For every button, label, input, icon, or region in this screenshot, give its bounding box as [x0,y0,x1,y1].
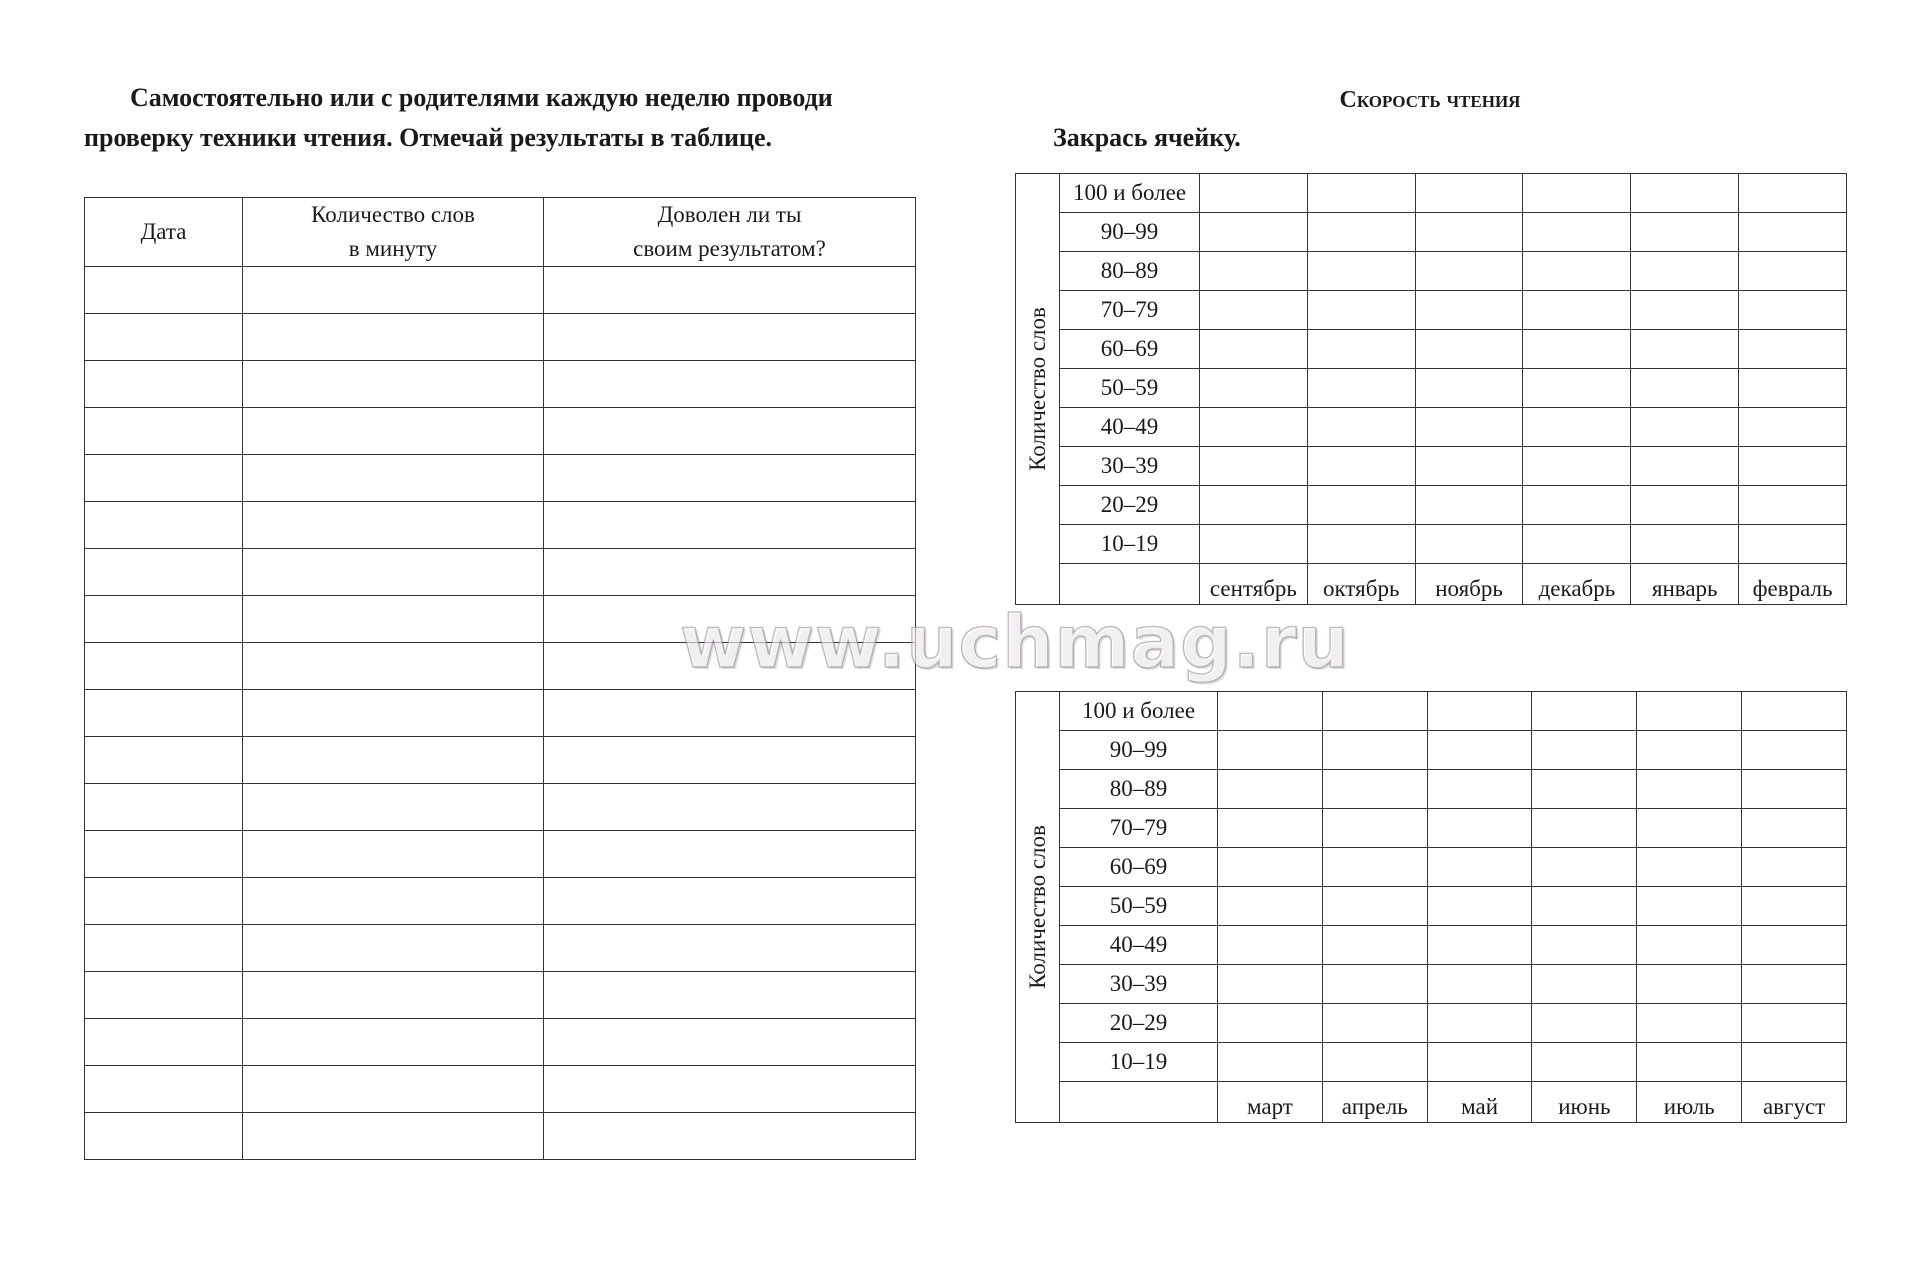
month-label: ноябрь [1415,564,1523,605]
speed-cell[interactable] [1415,486,1523,525]
month-row-blank-cell [1060,1082,1218,1123]
log-date-cell[interactable] [85,549,243,596]
speed-cell[interactable] [1218,809,1323,848]
speed-cell[interactable] [1218,692,1323,731]
log-satisfaction-cell[interactable] [544,784,916,831]
reading-log-body [85,267,916,1160]
log-words-cell[interactable] [243,925,544,972]
speed-cell[interactable] [1427,926,1532,965]
speed-cell[interactable] [1742,1004,1847,1043]
speed-cell[interactable] [1523,369,1631,408]
speed-grid-row [1016,486,1847,525]
speed-cell[interactable] [1307,252,1415,291]
speed-cell[interactable] [1523,486,1631,525]
range-label: 100 и более [1060,692,1218,731]
speed-cell[interactable] [1218,965,1323,1004]
speed-grid-row [1016,330,1847,369]
speed-cell[interactable] [1532,1004,1637,1043]
range-label: 20–29 [1060,1004,1218,1043]
speed-cell[interactable] [1637,887,1742,926]
speed-cell[interactable] [1415,252,1523,291]
speed-cell[interactable] [1631,291,1739,330]
log-satisfaction-cell[interactable] [544,314,916,361]
speed-grid-row [1016,213,1847,252]
word-count-axis [1016,692,1060,1123]
log-row [85,643,916,690]
log-words-cell[interactable] [243,831,544,878]
speed-cell[interactable] [1637,809,1742,848]
speed-cell[interactable] [1200,408,1308,447]
speed-cell[interactable] [1742,926,1847,965]
speed-cell[interactable] [1523,447,1631,486]
words-per-minute-column-header: Количество слов в минуту [243,198,544,267]
range-label: 80–89 [1060,252,1200,291]
word-count-axis-label: Количество слов [1024,825,1050,989]
speed-grid-row [1016,447,1847,486]
speed-cell[interactable] [1637,692,1742,731]
speed-cell[interactable] [1427,848,1532,887]
speed-cell[interactable] [1637,1004,1742,1043]
log-row [85,408,916,455]
reading-speed-title: Скорость чтения [1339,87,1521,113]
speed-cell[interactable] [1523,213,1631,252]
log-satisfaction-cell[interactable] [544,972,916,1019]
range-label: 90–99 [1060,731,1218,770]
speed-cell[interactable] [1307,369,1415,408]
range-label: 50–59 [1060,887,1218,926]
month-label: февраль [1739,564,1847,605]
month-label: сентябрь [1200,564,1308,605]
log-date-cell[interactable] [85,1019,243,1066]
range-label: 80–89 [1060,770,1218,809]
speed-cell[interactable] [1631,369,1739,408]
log-words-cell[interactable] [243,361,544,408]
speed-cell[interactable] [1307,486,1415,525]
instructions-line-2: проверку техники чтения. Отмечай результаты в таблице. [84,123,773,152]
instructions-line-1: Самостоятельно или с родителями каждую неделю проводи [130,83,833,112]
log-words-cell[interactable] [243,1113,544,1160]
reading-speed-grid-spring-summer [1015,691,1847,1123]
log-row [85,502,916,549]
speed-grid-row [1016,965,1847,1004]
speed-cell[interactable] [1523,525,1631,564]
log-row [85,1113,916,1160]
speed-cell[interactable] [1532,1043,1637,1082]
log-row [85,972,916,1019]
month-label: март [1218,1082,1323,1123]
speed-cell[interactable] [1742,887,1847,926]
log-row [85,267,916,314]
speed-cell[interactable] [1200,252,1308,291]
log-row [85,596,916,643]
speed-cell[interactable] [1742,965,1847,1004]
speed-cell[interactable] [1631,525,1739,564]
speed-cell[interactable] [1637,770,1742,809]
log-date-cell[interactable] [85,878,243,925]
month-row [1016,564,1847,605]
range-label: 70–79 [1060,809,1218,848]
speed-cell[interactable] [1739,486,1847,525]
speed-cell[interactable] [1742,809,1847,848]
log-satisfaction-cell[interactable] [544,502,916,549]
speed-cell[interactable] [1532,965,1637,1004]
month-label: декабрь [1523,564,1631,605]
speed-cell[interactable] [1532,692,1637,731]
log-date-cell[interactable] [85,643,243,690]
speed-cell[interactable] [1739,525,1847,564]
speed-cell[interactable] [1415,174,1523,213]
log-satisfaction-cell[interactable] [544,267,916,314]
reading-speed-grid-autumn-winter [1015,173,1847,605]
speed-cell[interactable] [1415,330,1523,369]
speed-cell[interactable] [1322,965,1427,1004]
speed-cell[interactable] [1739,291,1847,330]
speed-cell[interactable] [1218,848,1323,887]
log-satisfaction-cell[interactable] [544,361,916,408]
log-words-cell[interactable] [243,690,544,737]
log-date-cell[interactable] [85,502,243,549]
log-date-cell[interactable] [85,267,243,314]
speed-cell[interactable] [1218,887,1323,926]
month-label: май [1427,1082,1532,1123]
log-satisfaction-cell[interactable] [544,1019,916,1066]
log-satisfaction-cell[interactable] [544,831,916,878]
speed-cell[interactable] [1427,887,1532,926]
log-words-cell[interactable] [243,267,544,314]
log-satisfaction-cell[interactable] [544,737,916,784]
range-label: 60–69 [1060,848,1218,887]
log-words-cell[interactable] [243,408,544,455]
date-column-header: Дата [85,198,243,267]
speed-grid-row [1016,692,1847,731]
speed-cell[interactable] [1218,731,1323,770]
month-label: октябрь [1307,564,1415,605]
speed-cell[interactable] [1742,770,1847,809]
log-date-cell[interactable] [85,1066,243,1113]
log-satisfaction-cell[interactable] [544,596,916,643]
speed-grid-row [1016,525,1847,564]
range-label: 10–19 [1060,525,1200,564]
speed-cell[interactable] [1218,770,1323,809]
log-words-cell[interactable] [243,502,544,549]
speed-cell[interactable] [1322,692,1427,731]
log-date-cell[interactable] [85,831,243,878]
reading-log-header-row [85,198,916,267]
speed-cell[interactable] [1742,692,1847,731]
log-date-cell[interactable] [85,925,243,972]
speed-cell[interactable] [1523,408,1631,447]
month-label: апрель [1322,1082,1427,1123]
speed-cell[interactable] [1631,174,1739,213]
speed-cell[interactable] [1739,447,1847,486]
satisfaction-column-header: Доволен ли ты своим результатом? [544,198,916,267]
speed-cell[interactable] [1200,486,1308,525]
speed-cell[interactable] [1307,291,1415,330]
range-label: 50–59 [1060,369,1200,408]
speed-cell[interactable] [1322,848,1427,887]
speed-cell[interactable] [1322,770,1427,809]
speed-cell[interactable] [1631,408,1739,447]
speed-cell[interactable] [1427,809,1532,848]
speed-cell[interactable] [1307,213,1415,252]
log-date-cell[interactable] [85,690,243,737]
speed-cell[interactable] [1200,291,1308,330]
speed-cell[interactable] [1427,1004,1532,1043]
speed-cell[interactable] [1427,731,1532,770]
watermark: www.uchmag.ru [680,600,1350,684]
speed-grid-row [1016,291,1847,330]
log-satisfaction-cell[interactable] [544,455,916,502]
speed-cell[interactable] [1739,252,1847,291]
log-satisfaction-cell[interactable] [544,878,916,925]
range-label: 20–29 [1060,486,1200,525]
speed-cell[interactable] [1532,887,1637,926]
speed-cell[interactable] [1218,1043,1323,1082]
month-label: август [1742,1082,1847,1123]
speed-cell[interactable] [1427,770,1532,809]
log-words-cell[interactable] [243,737,544,784]
speed-cell[interactable] [1427,692,1532,731]
speed-cell[interactable] [1739,174,1847,213]
range-label: 70–79 [1060,291,1200,330]
speed-cell[interactable] [1631,252,1739,291]
speed-cell[interactable] [1415,525,1523,564]
speed-cell[interactable] [1637,731,1742,770]
log-satisfaction-cell[interactable] [544,1066,916,1113]
speed-cell[interactable] [1637,926,1742,965]
speed-cell[interactable] [1322,1004,1427,1043]
log-row [85,878,916,925]
speed-cell[interactable] [1218,926,1323,965]
instructions-text [84,78,924,158]
log-date-cell[interactable] [85,408,243,455]
speed-cell[interactable] [1532,731,1637,770]
speed-cell[interactable] [1523,174,1631,213]
log-row [85,690,916,737]
speed-cell[interactable] [1532,809,1637,848]
speed-grid-row [1016,252,1847,291]
speed-grid-row [1016,926,1847,965]
speed-cell[interactable] [1742,848,1847,887]
speed-cell[interactable] [1532,848,1637,887]
speed-cell[interactable] [1415,408,1523,447]
month-label: июнь [1532,1082,1637,1123]
log-date-cell[interactable] [85,737,243,784]
speed-cell[interactable] [1523,252,1631,291]
log-words-cell[interactable] [243,643,544,690]
log-row [85,361,916,408]
speed-grid-row [1016,809,1847,848]
speed-cell[interactable] [1200,525,1308,564]
speed-cell[interactable] [1427,1043,1532,1082]
speed-cell[interactable] [1415,447,1523,486]
log-words-cell[interactable] [243,549,544,596]
log-row [85,784,916,831]
log-words-cell[interactable] [243,455,544,502]
log-row [85,737,916,784]
log-words-cell[interactable] [243,596,544,643]
speed-cell[interactable] [1631,330,1739,369]
speed-cell[interactable] [1322,809,1427,848]
speed-cell[interactable] [1200,213,1308,252]
speed-cell[interactable] [1307,330,1415,369]
speed-cell[interactable] [1200,369,1308,408]
speed-cell[interactable] [1631,486,1739,525]
speed-cell[interactable] [1637,848,1742,887]
log-date-cell[interactable] [85,596,243,643]
log-date-cell[interactable] [85,455,243,502]
range-label: 40–49 [1060,408,1200,447]
speed-cell[interactable] [1742,1043,1847,1082]
range-label: 30–39 [1060,447,1200,486]
log-satisfaction-cell[interactable] [544,549,916,596]
log-satisfaction-cell[interactable] [544,690,916,737]
word-count-axis [1016,174,1060,605]
speed-cell[interactable] [1637,965,1742,1004]
range-label: 60–69 [1060,330,1200,369]
log-row [85,549,916,596]
log-row [85,831,916,878]
speed-cell[interactable] [1637,1043,1742,1082]
speed-cell[interactable] [1427,965,1532,1004]
log-date-cell[interactable] [85,361,243,408]
log-row [85,1019,916,1066]
speed-grid-row [1016,731,1847,770]
speed-cell[interactable] [1200,174,1308,213]
speed-cell[interactable] [1739,213,1847,252]
speed-cell[interactable] [1415,369,1523,408]
speed-cell[interactable] [1631,447,1739,486]
speed-cell[interactable] [1631,213,1739,252]
log-date-cell[interactable] [85,314,243,361]
log-row [85,455,916,502]
log-row [85,1066,916,1113]
speed-grid-row [1016,770,1847,809]
month-label: январь [1631,564,1739,605]
word-count-axis-label: Количество слов [1024,307,1050,471]
speed-cell[interactable] [1307,174,1415,213]
log-words-cell[interactable] [243,1019,544,1066]
log-date-cell[interactable] [85,784,243,831]
speed-cell[interactable] [1415,291,1523,330]
speed-cell[interactable] [1415,213,1523,252]
month-row [1016,1082,1847,1123]
speed-cell[interactable] [1523,291,1631,330]
log-words-cell[interactable] [243,972,544,1019]
speed-cell[interactable] [1739,330,1847,369]
month-row-blank-cell [1060,564,1200,605]
range-label: 10–19 [1060,1043,1218,1082]
log-satisfaction-cell[interactable] [544,643,916,690]
speed-grid-row [1016,887,1847,926]
reading-log-table [84,197,916,1160]
speed-grid-row [1016,848,1847,887]
month-label: июль [1637,1082,1742,1123]
speed-cell[interactable] [1532,926,1637,965]
range-label: 90–99 [1060,213,1200,252]
speed-cell[interactable] [1739,408,1847,447]
log-date-cell[interactable] [85,1113,243,1160]
speed-cell[interactable] [1307,525,1415,564]
speed-cell[interactable] [1532,770,1637,809]
range-label: 40–49 [1060,926,1218,965]
log-satisfaction-cell[interactable] [544,1113,916,1160]
log-row [85,314,916,361]
speed-cell[interactable] [1322,926,1427,965]
speed-cell[interactable] [1322,731,1427,770]
log-satisfaction-cell[interactable] [544,925,916,972]
speed-cell[interactable] [1322,1043,1427,1082]
speed-grid-row [1016,369,1847,408]
color-cell-instruction: Закрась ячейку. [1053,123,1241,152]
speed-grid-row [1016,408,1847,447]
speed-cell[interactable] [1322,887,1427,926]
speed-cell[interactable] [1200,330,1308,369]
log-words-cell[interactable] [243,314,544,361]
speed-cell[interactable] [1218,1004,1323,1043]
speed-cell[interactable] [1307,447,1415,486]
log-words-cell[interactable] [243,878,544,925]
log-words-cell[interactable] [243,1066,544,1113]
log-words-cell[interactable] [243,784,544,831]
speed-cell[interactable] [1307,408,1415,447]
range-label: 100 и более [1060,174,1200,213]
speed-cell[interactable] [1523,330,1631,369]
speed-grid-row [1016,1004,1847,1043]
speed-cell[interactable] [1200,447,1308,486]
log-date-cell[interactable] [85,972,243,1019]
log-satisfaction-cell[interactable] [544,408,916,455]
speed-cell[interactable] [1742,731,1847,770]
range-label: 30–39 [1060,965,1218,1004]
speed-grid-row [1016,1043,1847,1082]
log-row [85,925,916,972]
speed-cell[interactable] [1739,369,1847,408]
speed-grid-row [1016,174,1847,213]
